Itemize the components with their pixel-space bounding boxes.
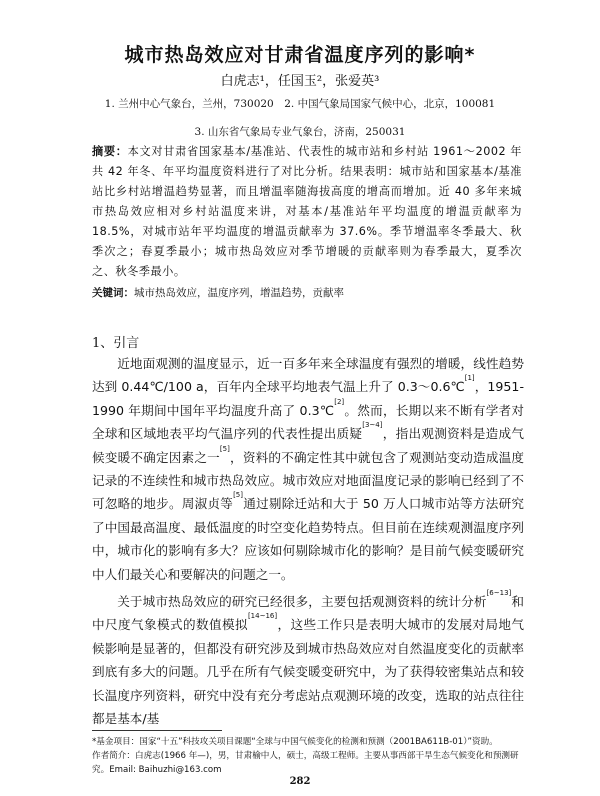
abstract-text: 本文对甘肃省国家基本/基准站、代表性的城市站和乡村站 1961～2002 年共 42 年冬、年平均温度资料进行了对比分析。结果表明：城市站和国家基本/基准站比乡村站增温趋势显著，而且增温率随海拔高度的增高而增加。近 40 多年来城市热岛效应相对乡村站温度来讲，对基本/基准站年平均温度的增温贡献率为 18.5%，对城市站年平均温度的增温贡献率为 37.6%。季节增温率冬季最大、秋季次之；春夏季最小；城市热岛效应对季节增暖的贡献率则为春季最大，夏季次之、秋冬季最小。 xyxy=(92,145,522,278)
citation: [1] xyxy=(464,374,475,383)
keywords xyxy=(92,285,532,300)
citation: [2] xyxy=(334,397,345,406)
citation: [14~16] xyxy=(247,612,278,621)
footnote-funding: *基金项目：国家“十五”科技攻关项目课题“全球与中国气候变化的检测和预测（2001BA611B-01）”资助。 xyxy=(92,737,498,747)
affiliation-line-1: 1. 兰州中心气象台，兰州，730020 2. 中国气象局国家气候中心，北京，100081 xyxy=(104,98,496,110)
citation: [3~4] xyxy=(362,421,383,430)
footnote-divider xyxy=(92,730,222,731)
footnote xyxy=(92,735,532,777)
paper-title: 城市热岛效应对甘肃省温度序列的影响* xyxy=(124,44,476,66)
abstract xyxy=(92,142,522,282)
body-text xyxy=(92,352,524,731)
keywords-label: 关键词： xyxy=(92,287,134,299)
citation: [5] xyxy=(233,491,243,500)
page-number: 282 xyxy=(289,776,311,787)
affiliation-line-2: 3. 山东省气象局专业气象台，济南，250031 xyxy=(194,126,406,138)
citation: [6~13] xyxy=(486,589,512,598)
footnote-author-bio: 作者简介：白虎志(1966 年—)，男，甘肃榆中人，硕士，高级工程师。主要从事西部干旱生态气候变化和预测研究。Email: Baihuzhi@163.com xyxy=(92,751,519,775)
citation: [5] xyxy=(219,444,230,453)
abstract-label: 摘要： xyxy=(92,145,128,158)
author-list: 白虎志¹，任国玉²，张爱英³ xyxy=(220,74,380,89)
keywords-text: 城市热岛效应，温度序列，增温趋势，贡献率 xyxy=(134,287,344,299)
body-paragraph-1: 近地面观测的温度显示，近一百多年来全球温度有强烈的增暖，线性趋势达到 0.44℃/100 a，百年内全球平均地表气温上升了 0.3～0.6℃[1]，1951-1990 年期间中国年平均温度升高了 0.3℃[2]。然而，长期以来不断有学者对全球和区域地表平均气温序列的代表性提出质疑[3~4]，指出观测资料是造成气候变暖不确定因素之一[5]，资料的不确定性其中就包含了观测站变动造成温度记录的不连续性和城市热岛效应。城市效应对地面温度记录的影响已经到了不可忽略的地步。周淑贞等[5]通过剔除迁站和大于 50 万人口城市站等方法研究了中国最高温度、最低温度的时空变化趋势特点。但目前在连续观测温度序列中，城市化的影响有多大？应该如何剔除城市化的影响？是目前气候变暖研究中人们最关心和要解决的问题之一。 xyxy=(92,356,525,582)
body-paragraph-2: 关于城市热岛效应的研究已经很多，主要包括观测资料的统计分析[6~13]和中尺度气象模式的数值模拟[14~16]，这些工作只是表明大城市的发展对局地气候影响是显著的，但都没有研究涉及到城市热岛效应对自然温度变化的贡献率到底有多大的问题。几乎在所有气候变暖变研究中，为了获得较密集站点和较长温度序列资料，研究中没有充分考虑站点观测环境的改变，选取的站点往往都是基本/基 xyxy=(92,589,525,727)
section-heading: 1、引言 xyxy=(92,336,140,351)
